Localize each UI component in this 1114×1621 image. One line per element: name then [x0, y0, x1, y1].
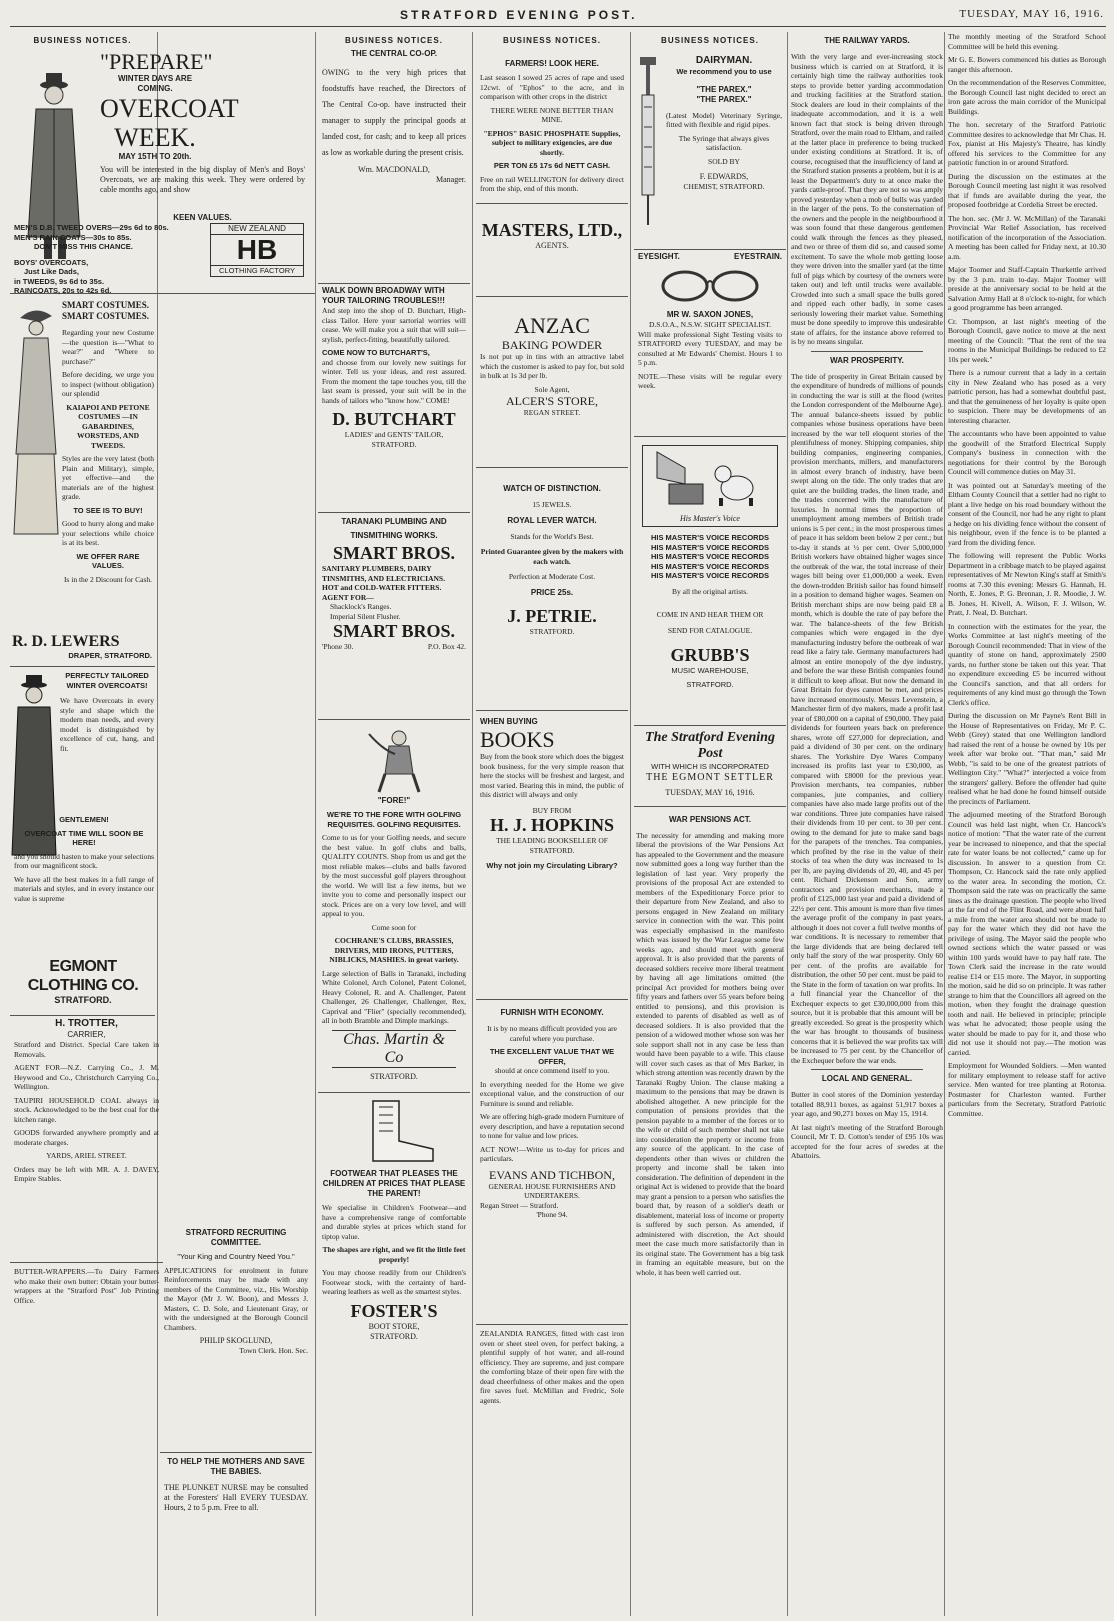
price-line: MEN'S D.B. TWEED OVERS—29s 6d to 80s.: [14, 223, 169, 232]
woman-in-costume-illustration: [10, 304, 60, 554]
spectacles-illustration: [655, 266, 765, 306]
hmv-logo-text: His Master's Voice: [680, 514, 740, 523]
smart-para: Before deciding, we urge you to inspect (without obligation) our splendid: [62, 370, 154, 398]
local-item: It was pointed out at Saturday's meeting of the Eltham County Council that a settler had no right to plant a live hedge on his road boundary without the consent of the Council, nor had he any right to plant a hedge on his dividing fence without the consent of his neighbour, even if the fence is to be planted a yard from the dividing fence.: [948, 480, 1106, 547]
dairy-rec: We recommend you to use: [676, 67, 772, 76]
column-header: BUSINESS NOTICES.: [33, 36, 132, 45]
smart-para: KAIAPOI AND PETONE COSTUMES —IN GABARDINES, WORSTEDS, AND TWEEDS.: [66, 402, 150, 450]
jones-quals: D.S.O.A., N.S.W. SIGHT SPECIALIST.: [649, 320, 771, 329]
smart-bros-name-2: SMART BROS.: [332, 621, 456, 641]
anzac-store: ALCER'S STORE,: [506, 394, 598, 408]
watch-cost: Perfection at Moderate Cost.: [508, 572, 596, 581]
post-masthead: [634, 726, 786, 807]
pensions-heading: WAR PENSIONS ACT.: [669, 814, 751, 824]
prepare-sub: WINTER DAYS ARE COMING.: [117, 74, 193, 93]
overcoat-heading: OVERCOAT: [100, 94, 239, 123]
plunket-heading: TO HELP THE MOTHERS AND SAVE THE BABIES.: [167, 1457, 305, 1476]
footwear-para: We specialise in Children's Footwear—and have a comprehensive range of comfortable and durable styles at prices which stand for tiptop value.: [322, 1203, 466, 1241]
hmv-send: SEND FOR CATALOGUE.: [667, 625, 753, 635]
smart-bros-line: Imperial Silent Flusher.: [330, 611, 401, 621]
post-name: The Stratford Evening Post: [645, 730, 775, 761]
smart-heading: SMART COSTUMES.: [62, 300, 150, 310]
butchart-heading: WALK DOWN BROADWAY WITH YOUR TAILORING TROUBLES!!!: [322, 286, 445, 305]
local-item: During the discussion on the estimates at the Borough Council meeting last night it was resolved that if funds are available during the year, the proposed footbridge at Cordelia Street be erected.: [948, 171, 1106, 209]
local-item: Butter in cool stores of the Dominion yesterday totalled 88,911 boxes, as against 51,917 boxes a year ago, and 90,271 boxes on May 15, 1914.: [791, 1090, 943, 1118]
books-heading: BOOKS: [480, 727, 555, 752]
coop-body: OWING to the very high prices that foodstuffs have reached, the Directors of The Central Co-op. have instructed their manager to supply the principal goods at landed cost, for cash; and to keep all prices as low as workable during the present crisis.: [322, 68, 466, 157]
railway-heading: THE RAILWAY YARDS.: [824, 36, 910, 45]
war-pensions-article: [634, 807, 786, 1286]
watch-jewels: 15 JEWELS.: [532, 500, 572, 509]
column-header: BUSINESS NOTICES.: [661, 36, 759, 45]
promo-dates: MAY 15TH TO 20th.: [118, 152, 192, 161]
grubbs-sub: MUSIC WAREHOUSE,: [671, 666, 749, 675]
watch-guarantee: Printed Guarantee given by the makers with each watch.: [480, 547, 624, 566]
parex-para: The Syringe that always gives satisfaction.: [678, 133, 770, 152]
lewers-name: R. D. LEWERS: [12, 633, 120, 650]
keen-values: KEEN VALUES.: [173, 213, 232, 222]
farmers-para: PER TON £5 17s 6d NETT CASH.: [493, 161, 611, 170]
ephos-farmers-ad: [476, 47, 628, 204]
recruit-role: Town Clerk. Hon. Sec.: [239, 1346, 308, 1355]
price-line: Just Like Dads,: [24, 267, 80, 276]
golf-heading: WE'RE TO THE FORE WITH GOLFING REQUISITES. GOLFING REQUISITES.: [326, 810, 462, 829]
egmont-para: GENTLEMEN!: [59, 815, 109, 824]
butter-wrappers-notice: BUTTER-WRAPPERS.—To Dairy Farmers who make their own butter: Obtain your butter-wrappers at the "Stratford Post" Job Printing Office.: [14, 1267, 159, 1305]
smart-heading: SMART COSTUMES.: [62, 311, 150, 321]
fosters-footwear-ad: [318, 1093, 470, 1417]
trotter-para: YARDS, ARIEL STREET.: [46, 1151, 127, 1160]
golfer-illustration: [349, 724, 439, 794]
local-item: The following will represent the Public Works Department in a cribbage match to be played against representatives of Mr Newton King's staff at Smith's rooms at 7.30 this evening: Messrs G. Hannah, H. North, E. Jones, P. G. Brennan, J. R. Moodie, J. W. B. Jones, H. Kivell, A. Wilson, F. J. Wilson, W. Pratt, J. Neal, D. Butchart.: [948, 551, 1106, 617]
jones-note: NOTE.—These visits will be regular every week.: [638, 371, 782, 390]
watch-heading: WATCH OF DISTINCTION.: [503, 484, 601, 493]
recruit-heading: STRATFORD RECRUITING COMMITTEE.: [185, 1228, 287, 1247]
golf-para: Come soon for: [371, 922, 417, 932]
fosters-sub: BOOT STORE,: [368, 1321, 420, 1331]
column-header: BUSINESS NOTICES.: [345, 36, 443, 45]
martin-logo: Chas. Martin & Co: [332, 1030, 456, 1068]
egmont-para: We have Overcoats in every style and shape which the modern man needs, and every model is distinguished by excellence of cut, hang, and fit.: [60, 696, 154, 753]
local-item: The hon. sec. (Mr J. W. McMillan) of the Taranaki Provincial War Relief Association, has received notification of the incorporation of the Association. A meeting has been called for Friday next, at 10.30 a.m.: [948, 213, 1106, 261]
local-item: The accountants who have been appointed to value the goodwill of the Stratford Electrical Supply Company's business in connection with the negotiations for their control by the Borough Council will commence duties on May 31.: [948, 429, 1106, 476]
trotter-role: CARRIER,: [67, 1030, 106, 1039]
zealandia-ranges-notice: ZEALANDIA RANGES, fitted with cast iron oven or sheet steel oven, for perfect baking, a plentiful supply of hot water, and all-round efficiency. They are supreme, and just compare the comforting blaze of their open fire with the dead cheerfulness of other makes and the open fire saves fuel. McMillan and Fredric, Sole agents.: [480, 1329, 624, 1405]
local-item: Major Toomer and Staff-Captain Thurkettle arrived by the 3 p.m. train to-day. Major Toomer will preside at the anniversary social to be held at the Salvation Army Hall at 8 o'clock to-night, for which a good programme has been arranged.: [948, 265, 1106, 312]
books-when: WHEN BUYING: [480, 717, 538, 726]
anzac-subheading: BAKING POWDER: [501, 338, 603, 352]
price-line: in TWEEDS, 9s 6d to 35s.: [14, 276, 105, 286]
saxon-jones-eyesight-ad: [634, 250, 786, 437]
railway-body: With the very large and ever-increasing stock business which is carried on at Stratford, it is certainly high time the railway authorities took steps to provide better yarding accommodation and trucking facilities at the Stratford station. Stock dealers are loud in their complaints of the inadequate accommodation, and it is a well known fact that stock is being driven through Stratford, over the main road to Eltham, and railed at the latter place in preference to being trucked under existing conditions at Stratford. It is, of course, recognised that the insufficiency of land at the Stratford station presents a problem, but it is at least the Department's duty to at once make the yards cattle-proof. That they are not so was amply proved yesterday when a mob of bulls was yarded in the larger of the pens. To the consternation of the owners and the people in the neighbourhood it was soon found that these dangerous gentlemen could walk through the fences as they pleased, and two or three of them did so, and caused some excitement. To save the whole mob getting loose they were driven into the smaller yard (at the time full of pigs which by courtesy of the owners were taken out) and left until trucks were available. Crowded into such a small space the bulls gored and ripped each other badly, in some cases seriously lowering their market value. Something must be done speedily to improve this undesirable state of affairs, for the instance above referred to is by no means singular.: [791, 52, 943, 346]
syringe-illustration: [636, 57, 660, 227]
egmont-name: EGMONT CLOTHING CO.: [27, 958, 139, 994]
butchart-tailor-ad: [318, 284, 470, 513]
smart-bros-title: TARANAKI PLUMBING AND TINSMITHING WORKS.: [341, 517, 447, 540]
post-date: TUESDAY, MAY 16, 1916.: [665, 787, 755, 797]
column-rule: [944, 32, 945, 1616]
butchart-sub: LADIES' and GENTS' TAILOR, STRATFORD.: [344, 430, 444, 449]
hb-logo: [210, 223, 304, 277]
anzac-street: REGAN STREET.: [523, 408, 581, 417]
anzac-heading: ANZAC: [514, 313, 590, 338]
furnish-para: In everything needed for the Home we give exceptional value, and the construction of our Furniture is sound and reliable.: [480, 1079, 624, 1108]
butchart-heading-2: COME NOW TO BUTCHART'S,: [322, 348, 430, 357]
smart-para: Is in the 2 Discount for Cash.: [63, 574, 153, 584]
hmv-come: COME IN AND HEAR THEM OR: [656, 610, 764, 619]
egmont-para: OVERCOAT TIME WILL SOON BE HERE!: [24, 828, 144, 847]
jones-name: MR W. SAXON JONES,: [666, 310, 754, 319]
furnish-para: We are offering high-grade modern Furniture of every description, and have a reputation second to none for value and low prices.: [480, 1112, 624, 1140]
post-settler: THE EGMONT SETTLER: [646, 771, 774, 783]
hmv-artists: By all the original artists.: [671, 586, 749, 596]
smart-bros-line: AGENT FOR—: [322, 592, 374, 602]
butchart-name: D. BUTCHART: [332, 409, 456, 429]
golfing-requisites-ad: [318, 720, 470, 1093]
column-rule: [630, 32, 631, 1616]
hmv-records: HIS MASTER'S VOICE RECORDS: [650, 571, 770, 580]
masters-sub: AGENTS.: [535, 241, 569, 250]
article-divider: [811, 1069, 923, 1070]
watch-stands: Stands for the World's Best.: [510, 531, 594, 541]
issue-date: TUESDAY, MAY 16, 1916.: [959, 8, 1104, 20]
pensions-body: The necessity for amending and making more liberal the provisions of the War Pensions Act has appealed to the Government and the measure now submitted goes a long way further than the legislation of last year. Very properly the provisions of the proposal Act are extended to members of the Expeditionary Force prior to their departure from New Zealand, and also to persons engaged in New Zealand on military service in connection with the war. This point was especially emphasised in the manifesto which was issued by the War League some few weeks ago, and should meet with general approval. It is also provided that the parents of deceased soldiers receive more liberal treatment by having all age limitations omitted (the principal Act provided for mothers being over fifty years and fathers over 55 years before being entitled to pensions), and this provision is extended to parents of disabled as well as of deceased soldiers. It is also provided that the pension of a widowed mother whose son was her sole support shall not in any case be less than would have been payable to a wife. This clause will cover such cases as that of Mrs Barker, in which strong attention was recently drawn by the Taranaki Rugby Union. The clause making a maximum to the pensions that may be drawn is abolished altogether. A new principle for the computation of pensions provides that the pension payable to a member of the forces or to the wife or child of such member shall not take into consideration the property or income from any source of the applicant. In the case of dependents other than wives or children the property and income shall be taken into consideration. The definition of dependent in the original Act is widened to provide that the board may grant a pension to a person who satisfies the board that, by reason of a soldier's death or disablement, material loss of income or property is suffered by such person. As amended, if administered with discretion, the Act should meet the case much more satisfactorily than in its original state. The Government has a big task in framing an equitable measure, but on the whole, it has been well carried out.: [636, 830, 784, 1277]
prosperity-body: The tide of prosperity in Great Britain caused by the expenditure of hundreds of millions of pounds in conducting the war is still at the flood (writes the London correspondent of the Melbourne Age). The annual balance-sheets issued by public companies whose business operations have been increased by the war tell eloquent stories of the plentifulness of money. Shipping companies, ship building companies, engineering companies, provision merchants, millers, and manufacturers in almost every branch of industry, have been swept along on the tide. The only trades that are quiet are the building trades, the linen trade, and the trades concerned with the manufacture of luxuries. In normal times the proportion of unemployment among members of British trade unions is 5 per cent.; in the most prosperous times of peace it has seldom been below 2 per cent.; but to-day it stands at ½ per cent. Over 5,000,000 British workers have obtained higher wages since the outbreak of the war, the total increase of their wages bill being over £1,000,000 a week. Even the down-trodden British sailor has found himself in a position to demand higher wages. Seamen on British merchant ships are now being paid £8 a month, which is double the rate of pay before the war. The balance-sheets of the few British companies which were engaged in the dye manufacturing industry before the outbreak of war read like a fairy tale. Germany manufacturers had almost an entire monopoly of the dye industry, and before the war these British companies found it difficult to keep afloat. But now the demand in Great Britain for dyes cannot be met, and prices have increased enormously. Messrs Levenstein, a Manchester firm of dye makers, made a profit last year of £80,000 on a capital of £90,000. They paid dividends for fourteen years back on preference shares, wrote off £27,000 for depreciation, and paid a dividend of 30 per cent. on the ordinary shares. The Yorkshire Dye Wares Company increased its profits last year to £30,000, as compared with £8000 for the previous year. Provision merchants, tea companies, rubber companies, jute companies, and colliery companies have also made large profits out of the war conditions. Three jute companies have raised their dividends from 10 per cent. to 30 per cent. owing to the demand for jute to make sand bags for the parapets of the trenches. Tea companies, which profited by the rise in the value of their stocks of tea when the duty was increased to 1s per lb, are paying dividends of 20, 40, and 45 per cent. Richard Dickenson and Son, army contractors and provision merchants, made a profit of £125,000 last year and paid a dividend of 22½ per cent. This amount is more than five times the average profit of the company in past years, although it does not cover a full twelve months of war conditions. It is necessary to remember that the large dividends that are being declared tell only half the story of the war prosperity. Only 60 per cent. of the profits are available for distribution, the other 50 per cent. must be paid to the State in the form of taxation on war profits. In a full financial year the Chancellor of the Exchequer expects to get £30,000,000 from this source, but it is probable that this amount will be greatly exceeded. So great is the prosperity which the war has brought to thousands of business concerns that it is believed the war profits tax will be increased to 75 per cent. by the Chancellor of the Exchequer before the war ends.: [791, 371, 943, 1065]
overcoat-body: You will be interested in the big display of Men's and Boys' Overcoats, we are making this week. They were ordered by cable months ago, and show: [100, 165, 305, 194]
price-line: RAINCOATS, 20s to 42s 6d.: [14, 286, 112, 295]
egmont-heading: WINTER OVERCOATS!: [66, 680, 148, 690]
evans-tichbon-ad: [476, 1000, 628, 1325]
newspaper-title: STRATFORD EVENING POST.: [400, 8, 638, 22]
column-header: BUSINESS NOTICES.: [503, 36, 601, 45]
parex-name: "THE PAREX.": [696, 94, 752, 104]
masters-ad: [476, 204, 628, 297]
fosters-town: STRATFORD.: [370, 1331, 418, 1341]
parex-sold: SOLD BY: [708, 156, 740, 166]
fore-heading: "FORE!": [377, 796, 411, 805]
week-heading: WEEK.: [114, 123, 196, 152]
column-4: [634, 32, 786, 1616]
evans-name: EVANS AND TICHBON,: [489, 1167, 615, 1182]
smart-bros-line: SANITARY PLUMBERS, DAIRY TINSMITHS, AND ELECTRICIANS.: [322, 564, 445, 583]
martin-town: STRATFORD.: [370, 1071, 418, 1081]
egmont-para: We have all the best makes in a full range of materials and styles, and in every instance our value is supreme: [14, 874, 154, 903]
fosters-name: FOSTER'S: [350, 1300, 438, 1321]
coop-role: Manager.: [436, 175, 466, 184]
trotter-para: AGENT FOR—N.Z. Carrying Co., J. M. Heywood and Co., Christchurch Carrying Co., Wellington.: [14, 1063, 159, 1091]
coop-title: THE CENTRAL CO-OP.: [351, 49, 437, 58]
smart-bros-line: Shacklock's Ranges.: [330, 602, 392, 611]
prosperity-heading: WAR PROSPERITY.: [830, 355, 904, 365]
masthead: [0, 6, 1114, 28]
footwear-para: The shapes are right, and we fit the little feet properly!: [322, 1245, 466, 1264]
trotter-name: H. TROTTER,: [55, 1018, 118, 1029]
golf-para: Come to us for your Golfing needs, and secure the best value. In golf clubs and balls, QUALITY COUNTS. Shop from us and get the most reliable makes—clubs and balls favored by the most successful golf players throughout the world. We will list a few items, but we invite you to come and personally inspect our stock. Prices are on a very low level, and will appeal to you.: [322, 833, 466, 918]
petrie-town: STRATFORD.: [529, 626, 575, 636]
column-2: [318, 32, 470, 1616]
smart-para: TO SEE IS TO BUY!: [73, 505, 143, 515]
local-item: At last night's meeting of the Stratford Borough Council, Mr T. D. Cotton's tender of £95 10s was accepted for the four acres of swedes at the Abattoirs.: [791, 1122, 943, 1160]
column-2-lower: [160, 1226, 312, 1616]
butchart-para: and choose from our lovely new suitings for winter. Tell us your ideas, and rest assured. From the moment the tape touches you, till the last seam is pressed, your suit will be in the hands of tailors who "know how." COME!: [322, 357, 466, 405]
article-divider: [811, 351, 923, 352]
recruit-body: APPLICATIONS for enrolment in future Reinforcements may be made with any members of the Committee, viz., His Worship the Mayor (Mr J. W. Boon), and Messrs J. Masters, C. D. Sole, and Lieutenant Gray, or with the undersigned at the Borough Council Chambers.: [164, 1265, 308, 1332]
farmers-para: Free on rail WELLINGTON for delivery direct from the ship, end of this month.: [480, 174, 624, 193]
parex-name: "THE PAREX.": [696, 84, 752, 94]
egmont-clothing-ad: [10, 667, 155, 1016]
evans-sub: GENERAL HOUSE FURNISHERS AND UNDERTAKERS.: [488, 1181, 616, 1200]
column-rule: [472, 32, 473, 1616]
parex-syringe-ad: [634, 47, 786, 250]
petrie-name: J. PETRIE.: [507, 605, 597, 626]
local-item: Cr. Thompson, at last night's meeting of the Borough Council, gave notice to move at the next meeting of the Council: "That the rent of the tea rooms in the Municipal Buildings be reduced to £2 10s per week.": [948, 316, 1106, 364]
farmers-para: THERE WERE NONE BETTER THAN MINE.: [490, 105, 614, 124]
parex-para: (Latest Model) Veterinary Syringe, fitted with flexible and rigid pipes.: [666, 110, 782, 129]
logo-text: CLOTHING FACTORY: [219, 266, 295, 275]
recruit-signature: PHILIP SKOGLUND,: [199, 1336, 273, 1345]
grubbs-hmv-ad: [634, 437, 786, 726]
anzac-para: Is not put up in tins with an attractive label which the customer is asked to pay for, but sold in bulk at 1s 3d per lb.: [480, 352, 624, 380]
trotter-para: GOODS forwarded anywhere promptly and at moderate charges.: [14, 1128, 159, 1147]
edwards-name: F. EDWARDS,: [699, 172, 749, 181]
local-heading: LOCAL AND GENERAL.: [821, 1074, 913, 1083]
smart-bros-box: P.O. Box 42.: [427, 642, 466, 651]
hmv-logo: [642, 445, 778, 527]
overcoat-week-ad: [10, 47, 315, 294]
books-buy: BUY FROM: [532, 805, 572, 815]
butchart-para: And step into the shop of D. Butchart, High-class Tailor. Here your sartorial worries will cease. We will make you a suit that will suit—stylish, perfect-fitting, beautifully tailored.: [322, 306, 466, 344]
column-rule: [787, 32, 788, 1616]
hmv-records: HIS MASTER'S VOICE RECORDS: [650, 542, 770, 552]
farmers-heading: FARMERS! LOOK HERE.: [505, 59, 599, 68]
recruiting-notice: [160, 1226, 312, 1453]
local-item: The hon. secretary of the Stratford Patriotic Committee desires to acknowledge that Mr Chas. H. Fox, pianist at His Majesty's Theatre, has kindly offered his services to the Committee for any patriotic function in or around Stratford.: [948, 120, 1106, 167]
boot-illustration: [349, 1097, 439, 1167]
column-rule: [315, 32, 316, 1616]
golf-para: COCHRANE'S CLUBS, BRASSIES, DRIVERS, MID IRONS, PUTTERS, NIBLICKS, MASHIES. in great variety.: [329, 936, 459, 964]
jones-para: Will make professional Sight Testing visits to STRATFORD every TUESDAY, and may be consulted at Mr Edwards' Chemist. Hours 1 to 5 p.m.: [638, 329, 782, 367]
local-item: The monthly meeting of the Stratford School Committee will be held this evening.: [948, 32, 1106, 51]
coop-signature: Wm. MACDONALD,: [358, 165, 430, 174]
smart-para: WE OFFER RARE VALUES.: [76, 551, 140, 570]
smart-para: Regarding your new Costume—the question is—"What to wear?" and "Where to purchase?": [62, 328, 154, 366]
golf-para: Large selection of Balls in Taranaki, including White Colonel, Arch Colonel, Patent Colonel, Heavy Colonel, R. and A. Challenger, Patent Challenger, 26 Challenger, Challenger, Rex, Caprival and "Flier" (specially recommended), all in both Bramble and Dimple markings.: [322, 968, 466, 1025]
local-item: Mr G. E. Bowers commenced his duties as Borough ranger this afternoon.: [948, 55, 1106, 74]
edwards-sub: CHEMIST, STRATFORD.: [683, 182, 765, 191]
eyestrain-heading: EYESTRAIN.: [733, 252, 782, 261]
logo-text: NEW ZEALAND: [228, 224, 286, 233]
plunket-body: THE PLUNKET NURSE may be consulted at the Foresters' Hall EVERY TUESDAY. Hours, 2 to 5 p.m. Free to all.: [164, 1483, 308, 1512]
trotter-carrier-ad: [10, 1016, 163, 1263]
hopkins-library: Why not join my Circulating Library?: [486, 861, 618, 870]
logo-text: HB: [211, 234, 303, 266]
egmont-para: and you should hasten to make your selections from our magnificent stock.: [14, 851, 154, 870]
column-5: [791, 32, 943, 1616]
local-item: On the recommendation of the Reserves Committee, the Borough Council last night decided to erect an iron gate across the main corridor of the Municipal Buildings.: [948, 78, 1106, 116]
smart-bros-ad: [318, 513, 470, 720]
hopkins-name: H. J. HOPKINS: [489, 815, 614, 835]
books-para: Buy from the book store which does the biggest book business, for the very simple reason that here the stocks will be freshest and largest, and most varied. Bearing this in mind, the public of this district will always and only: [480, 752, 624, 799]
furnish-heading: FURNISH WITH ECONOMY.: [500, 1008, 604, 1017]
local-item: In connection with the estimates for the year, the Works Committee at last night's meeting of the Borough Council recommended: That in view of the quantity of stone on hand, approximately 2500 yards, no further stone be taken out this year. That no expenditure exceeding £5 be incurred without the Council's sanction, and that all orders for requirements of any kind must go through the Town Clerk's office.: [948, 621, 1106, 707]
trotter-para: TAUPIRI HOUSEHOLD COAL always in stock. Acknowledged to be the best coal for the kitchen range.: [14, 1095, 159, 1124]
trotter-para: Orders may be left with MR. A. J. DAVEY, Empire Stables.: [14, 1164, 159, 1183]
egmont-town: STRATFORD.: [54, 995, 112, 1005]
hmv-records: HIS MASTER'S VOICE RECORDS: [650, 552, 770, 561]
local-item: The adjourned meeting of the Stratford Borough Council was held last night, when Cr. Hancock's notice of motion: "That the water rate of the current year be increased to ninepence, and that the special rate for water loans be not collected," came up for discussion. In answer to a question from Cr. Thompson, Cr. Hancock said the rate only applied to the water area. In seconding the motion, Cr. Thompson said the rate was on practically the same lines as the drainage question. The people who lived at the far end of the Flint Road, and were about half a mile from the water area should not be made to pay for the water which they did not have the privilege of using. The Mayor said the people who owned sections which the water passed or was within 100 yards would have to pay half rate. The Town Clerk said the increase in the rate would realise £14 or £15 more. The Mayor, in supporting the motion, said he did so on principle. It was rather strange to him that the Councillors all agreed on the motion, when they fought the drainage question tooth and nail. He believed in principle; principle was what he advocated; those people using the water should be made to pay for it, and those who did not use it should not pay.—The motion was carried.: [948, 810, 1106, 1057]
prepare-title: "PREPARE": [100, 49, 213, 74]
masthead-rule: [10, 26, 1106, 27]
masters-name: MASTERS, LTD.,: [481, 220, 623, 240]
footwear-para: You may choose readily from our Children's Footwear stock, with the certainty of hard-wearing leathers as well as the smartest styles.: [322, 1268, 466, 1296]
column-3: [476, 32, 628, 1616]
local-item: During the discussion on Mr Payne's Rent Bill in the House of Representatives on Friday, Mr P. C. Webb (Grey) stated that one Wellington landlord had raised the rent of a house he owned by 10s per week after war broke out. "That man," said Mr Webb, "is said to be one of the greatest patriots of Wellington City." "What?" interjected a voice from the strangers' gallery. Before the offender had quite realised what he had done he found himself outside the precincts of Parliament.: [948, 711, 1106, 806]
petrie-watch-ad: [476, 468, 628, 711]
lewers-sub: DRAPER, STRATFORD.: [68, 651, 152, 660]
hmv-records: HIS MASTER'S VOICE RECORDS: [650, 561, 770, 571]
eyesight-heading: EYESIGHT.: [638, 252, 680, 261]
footwear-heading: FOOTWEAR THAT PLEASES THE CHILDREN AT PRICES THAT PLEASE THE PARENT!: [322, 1169, 466, 1198]
anzac-agent: Sole Agent,: [534, 384, 570, 394]
trotter-para: Stratford and District. Special Care taken in Removals.: [14, 1040, 159, 1059]
farmers-para: Last season I sowed 25 acres of rape and used 12cwt. of "Ephos" to the acre, and in comparison with other crops in the district: [480, 73, 624, 101]
furnish-heading-2: THE EXCELLENT VALUE THAT WE OFFER,: [489, 1047, 615, 1066]
egmont-heading: PERFECTLY TAILORED: [65, 671, 149, 680]
price-line: BOYS' OVERCOATS,: [14, 257, 89, 267]
gramophone-dog-illustration: [649, 448, 779, 508]
price-line: MEN'S RAIN COATS—30s to 85s.: [14, 232, 132, 242]
local-item: Employment for Wounded Soldiers. —Men wanted for military employment to release staff for active service. Men wanted for tree planting at Rotorua. Postmaster for Charleston wanted. Further particulars from the Secretary, Stratford Patriotic Committee.: [948, 1061, 1106, 1118]
dairy-heading: DAIRYMAN.: [695, 55, 753, 66]
furnish-para: ACT NOW!—Write us to-day for prices and particulars.: [480, 1144, 624, 1163]
plunket-notice: [160, 1453, 312, 1521]
hopkins-books-ad: [476, 711, 628, 1000]
anzac-baking-powder-ad: [476, 297, 628, 468]
smart-para: Styles are the very latest (both Plain and Military), simple, yet effective—and the materials are of the highest grade.: [62, 454, 154, 501]
central-coop-ad: [318, 47, 470, 284]
furnish-para: It is by no means difficult provided you are careful where you purchase.: [487, 1024, 617, 1043]
recruit-quote: "Your King and Country Need You.": [177, 1252, 295, 1261]
smart-bros-phone: 'Phone 30.: [322, 642, 354, 651]
grubbs-name: GRUBB'S: [670, 645, 750, 665]
watch-price: PRICE 25s.: [530, 587, 574, 597]
hmv-records: HIS MASTER'S VOICE RECORDS: [650, 533, 770, 542]
farmers-para: "EPHOS" BASIC PHOSPHATE Supplies, subject to military exigencies, are due shortly.: [483, 128, 621, 157]
watch-name: ROYAL LEVER WATCH.: [507, 515, 597, 525]
smart-bros-name: SMART BROS.: [332, 543, 456, 563]
evans-phone: 'Phone 94.: [536, 1210, 568, 1219]
local-item: There is a rumour current that a lady in a certain city in New Zealand who has posed as a very patriotic person, has had a somewhat doubtful past, and that the genuineness of her loyalty is quite open to suspicion. There may be developments of an interesting character.: [948, 368, 1106, 425]
smart-costumes-ad: [10, 294, 155, 667]
hopkins-sub: THE LEADING BOOKSELLER OF STRATFORD.: [496, 836, 608, 855]
smart-para: Good to hurry along and make your selections while choice is at its best.: [62, 519, 154, 547]
smart-bros-line: HOT and COLD-WATER FITTERS.: [322, 583, 442, 592]
grubbs-town: STRATFORD.: [686, 679, 734, 689]
column-6: [948, 32, 1106, 1616]
furnish-para: should at once commend itself to you.: [494, 1066, 610, 1075]
price-line: DON'T MISS THIS CHANCE.: [34, 242, 133, 251]
evans-address: Regan Street — Stratford.: [480, 1200, 559, 1210]
post-with: WITH WHICH IS INCORPORATED: [651, 762, 769, 771]
